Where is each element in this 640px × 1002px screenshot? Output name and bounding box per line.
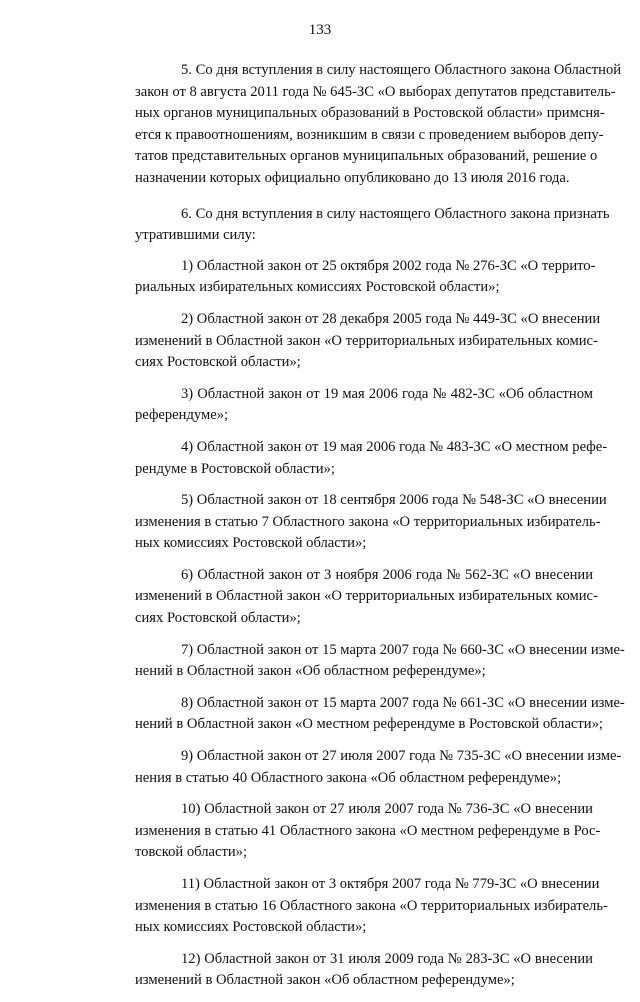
text-line: 9) Областной закон от 27 июля 2007 года № 735-ЗС «О внесении изме- xyxy=(181,748,622,765)
text-line: нений в Областной закон «Об областном референдуме»; xyxy=(135,663,486,680)
text-line: назначении которых официально опубликовано до 13 июля 2016 года. xyxy=(135,169,570,186)
list-item-7 xyxy=(89,640,625,683)
text-line: изменений в Областной закон «О территориальных избирательных комис- xyxy=(135,588,598,605)
text-line: сиях Ростовской области»; xyxy=(135,610,301,627)
list-item-5 xyxy=(89,490,607,555)
text-line: изменений в Областной закон «О территориальных избирательных комис- xyxy=(135,332,598,349)
list-item-12 xyxy=(89,949,593,992)
page-number: 133 xyxy=(308,22,332,38)
list-item-8 xyxy=(89,693,625,736)
text-line: изменения в статью 7 Областного закона «О территориальных избиратель- xyxy=(135,513,601,530)
list-item-2 xyxy=(89,309,601,374)
text-line: ных комиссиях Ростовской области»; xyxy=(135,919,367,936)
text-line: изменения в статью 41 Областного закона «О местном референдуме в Рос- xyxy=(135,822,601,839)
list-item-4 xyxy=(89,437,608,480)
text-line: 12) Областной закон от 31 июля 2009 года № 283-ЗС «О внесении xyxy=(181,950,593,967)
text-line: 10) Областной закон от 27 июля 2007 года № 736-ЗС «О внесении xyxy=(181,801,593,818)
list-item-9 xyxy=(89,746,622,789)
text-line: 5. Со дня вступления в силу настоящего Областного закона Областной xyxy=(181,62,622,78)
document-body xyxy=(89,60,625,1002)
text-line: ется к правоотношениям, возникшим в связи с проведением выборов депу- xyxy=(135,126,604,143)
text-line: сиях Ростовской области»; xyxy=(135,354,301,371)
text-line: изменения в статью 16 Областного закона «О территориальных избиратель- xyxy=(135,897,608,914)
text-line: рендуме в Ростовской области»; xyxy=(135,460,335,477)
list-item-3 xyxy=(89,384,593,427)
text-line: 4) Областной закон от 19 мая 2006 года № 483-ЗС «О местном рефе- xyxy=(181,438,608,455)
text-line: закон от 8 августа 2011 года № 645-ЗС «О выборах депутатов представитель- xyxy=(135,83,616,100)
paragraph-6 xyxy=(89,204,610,247)
text-line: 3) Областной закон от 19 мая 2006 года № 482-ЗС «Об областном xyxy=(181,385,593,402)
list-item-10 xyxy=(89,799,601,864)
text-line: товской области»; xyxy=(135,844,248,861)
text-line: изменений в Областной закон «Об областном референдуме»; xyxy=(135,972,515,989)
text-line: 2) Областной закон от 28 декабря 2005 года № 449-ЗС «О внесении xyxy=(181,310,601,327)
text-line: нения в статью 40 Областного закона «Об областном референдуме»; xyxy=(135,769,562,786)
text-line: 6. Со дня вступления в силу настоящего Областного закона признать xyxy=(181,205,610,222)
text-line: 5) Областной закон от 18 сентября 2006 года № 548-ЗС «О внесении xyxy=(181,492,607,509)
list-item-6 xyxy=(89,565,598,630)
text-line: 7) Областной закон от 15 марта 2007 года № 660-ЗС «О внесении изме- xyxy=(181,641,625,658)
text-line: 6) Областной закон от 3 ноября 2006 года № 562-ЗС «О внесении xyxy=(181,566,593,583)
text-line: ных комиссиях Ростовской области»; xyxy=(135,535,367,552)
text-line: 11) Областной закон от 3 октября 2007 года № 779-ЗС «О внесении xyxy=(181,876,600,892)
text-line: ных органов муниципальных образований в Ростовской области» примсня- xyxy=(135,105,605,122)
text-line: 1) Областной закон от 25 октября 2002 года № 276-ЗС «О террито- xyxy=(181,257,596,274)
list-item-1 xyxy=(89,256,596,299)
text-line: 8) Областной закон от 15 марта 2007 года № 661-ЗС «О внесении изме- xyxy=(181,694,625,711)
list-item-11 xyxy=(89,874,608,939)
text-line: референдуме»; xyxy=(135,407,229,424)
text-line: утратившими силу: xyxy=(135,227,256,244)
paragraph-5 xyxy=(89,60,622,190)
text-line: татов представительных органов муниципальных образований, решение о xyxy=(135,148,598,165)
text-line: нений в Областной закон «О местном референдуме в Ростовской области»; xyxy=(135,716,603,733)
text-line: риальных избирательных комиссиях Ростовской области»; xyxy=(135,279,500,296)
